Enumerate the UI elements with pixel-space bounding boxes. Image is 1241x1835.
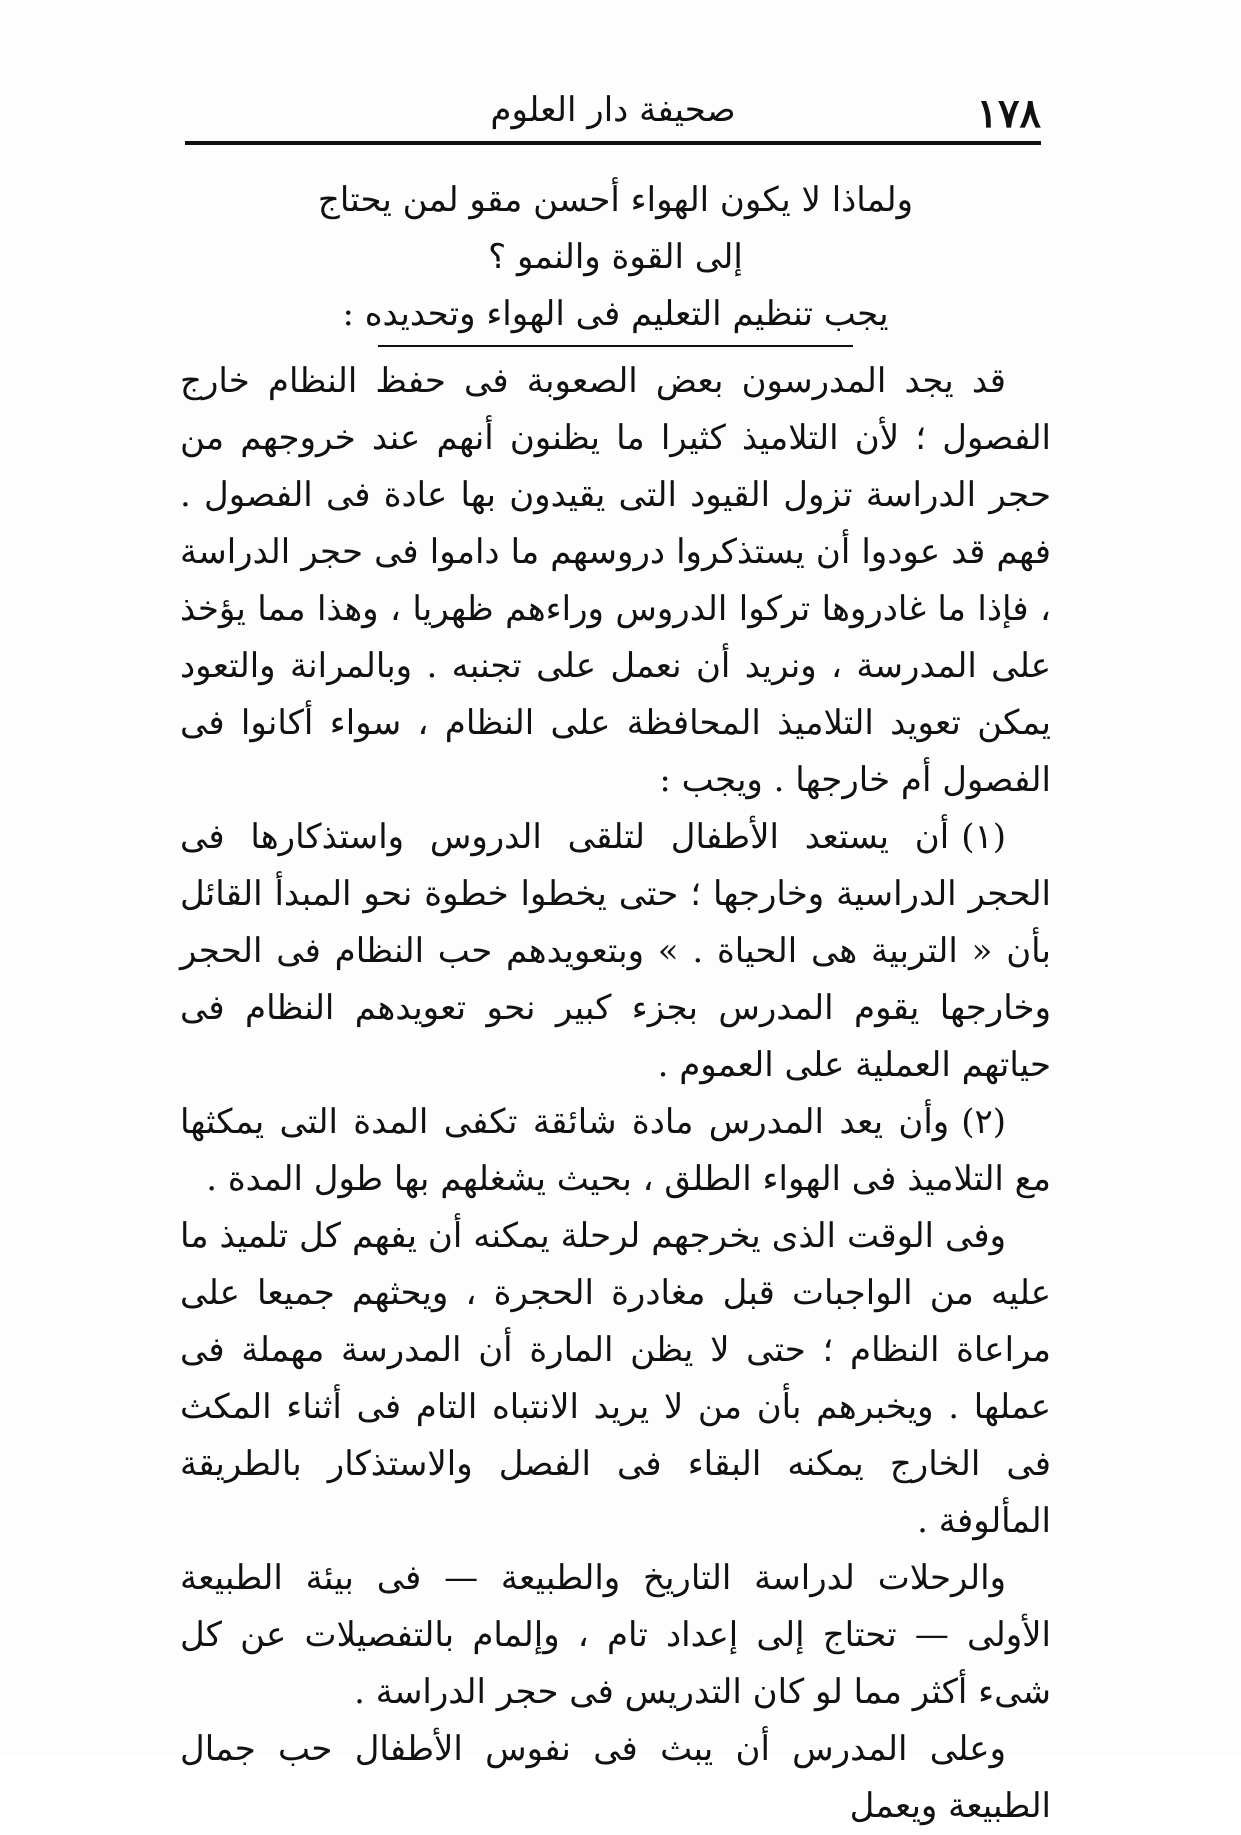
paragraph-1: قد يجد المدرسون بعض الصعوبة فى حفظ النظام خارج الفصول ؛ لأن التلاميذ كثيرا ما يظنون أنهم عند خروجهم من حجر الدراسة تزول القيود التى يقيدون بها عادة فى الفصول . فهم قد عودوا أن يستذكروا دروسهم ما داموا فى حجر الدراسة ، فإذا ما غادروها تركوا الدروس وراءهم ظهريا ، وهذا مما يؤخذ على المدرسة ، ونريد أن نعمل على تجنبه . وبالمرانة والتعود يمكن تعويد التلاميذ المحافظة على النظام ، سواء أكانوا فى الفصول أم خارجها . ويجب : (180, 361, 1051, 800)
list-item-2 (180, 1094, 1051, 1208)
page-body (180, 172, 1051, 1835)
subheading-rule (378, 345, 853, 347)
paragraph-2: وفى الوقت الذى يخرجهم لرحلة يمكنه أن يفهم كل تلميذ ما عليه من الواجبات قبل مغادرة الحجرة ، ويحثهم جميعا على مراعاة النظام ؛ حتى لا يظن المارة أن المدرسة مهملة فى عملها . ويخبرهم بأن من لا يريد الانتباه التام فى أثناء المكث فى الخارج يمكنه البقاء فى الفصل والاستذكار بالطريقة المألوفة . (180, 1216, 1051, 1541)
paragraph-3: والرحلات لدراسة التاريخ والطبيعة — فى بيئة الطبيعة الأولى — تحتاج إلى إعداد تام ، وإلمام بالتفصيلات عن كل شىء أكثر مما لو كان التدريس فى حجر الدراسة . (180, 1558, 1051, 1712)
list-item-1-text: أن يستعد الأطفال لتلقى الدروس واستذكارها فى الحجر الدراسية وخارجها ؛ حتى يخطوا خطوة نحو المبدأ القائل بأن « التربية هى الحياة . » وبتعويدهم حب النظام فى الحجر وخارجها يقوم المدرس بجزء كبير نحو تعويدهم النظام فى حياتهم العملية على العموم . (180, 817, 1051, 1085)
list-item-1 (180, 809, 1051, 1094)
page-number: ١٧٨ (976, 90, 1041, 137)
page-header (185, 82, 1041, 142)
section-subheading: يجب تنظيم التعليم فى الهواء وتحديده : (342, 294, 889, 334)
list-item-2-number: (٢) (961, 1102, 1006, 1142)
header-rule (185, 141, 1041, 145)
list-item-1-number: (١) (961, 817, 1006, 857)
intro-line: ولماذا لا يكون الهواء أحسن مقو لمن يحتاج إلى القوة والنمو ؟ (317, 180, 914, 277)
list-item-2-text: وأن يعد المدرس مادة شائقة تكفى المدة التى يمكثها مع التلاميذ فى الهواء الطلق ، بحيث يشغلهم بها طول المدة . (180, 1102, 1051, 1199)
running-title: صحيفة دار العلوم (490, 90, 736, 130)
paragraph-4: وعلى المدرس أن يبث فى نفوس الأطفال حب جمال الطبيعة ويعمل (180, 1729, 1051, 1826)
